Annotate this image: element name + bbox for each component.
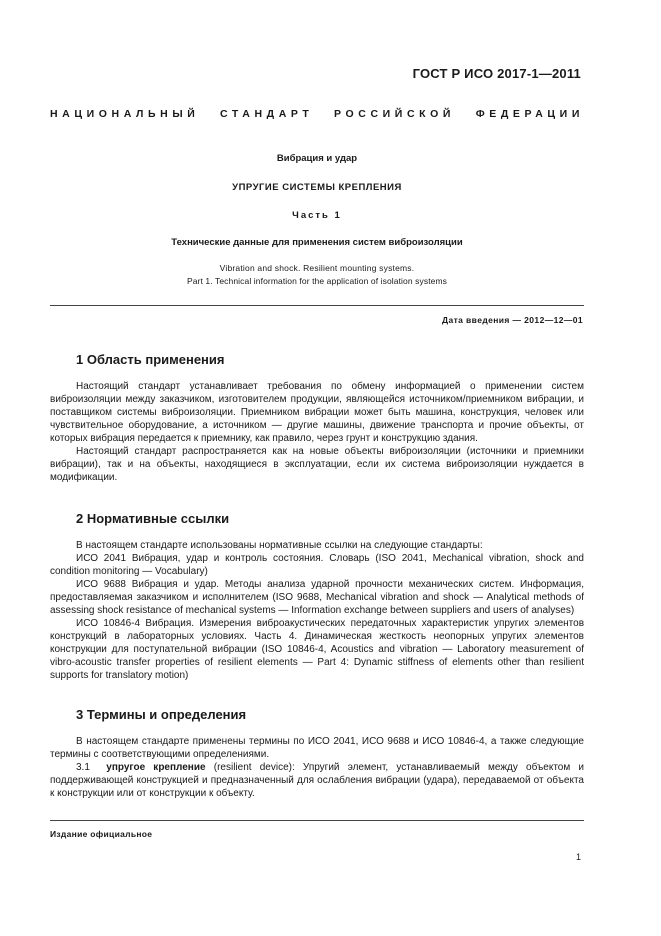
edition-label: Издание официальное [50, 829, 153, 839]
paragraph: ИСО 2041 Вибрация, удар и контроль состояния. Словарь (ISO 2041, Mechanical vibration, shock and condition monitoring — Vocabulary) [50, 553, 584, 577]
term-text: (resilient device): Упругий элемент, устанавливаемый между объектом и поддерживающей конструкцией и предназначенный для ослабления вибрации (удара), передаваемой от объекта к конструкции или от конструкции к объекту. [50, 762, 584, 799]
standard-code: ГОСТ Р ИСО 2017-1—2011 [412, 66, 581, 81]
banner-word: СТАНДАРТ [220, 108, 314, 120]
paragraph: Настоящий стандарт распространяется как на новые объекты виброизоляции (источники и приемники вибрации), так и на объекты, находящиеся в эксплуатации, если их система виброизоляции нуждается в модификации. [50, 446, 584, 483]
title-en-line1: Vibration and shock. Resilient mounting systems. [219, 263, 415, 273]
section-heading: 3 Термины и определения [76, 707, 247, 722]
page-number: 1 [575, 852, 581, 862]
paragraph: Настоящий стандарт устанавливает требования по обмену информацией о применении систем виброизоляции между заказчиком, изготовителем продукции, являющейся источником/приемником вибрации, и поставщиком системы виброизоляции. Приемником вибрации может быть машина, конструкция, человек или чувствительное оборудование, а источником — другие машины, движение транспорта и прочие объекты, от которых вибрация передается к приемнику, как правило, через грунт и конструкцию здания. [50, 381, 584, 444]
intro-date: Дата введения — 2012—12—01 [442, 315, 583, 325]
term-name: упругое крепление [106, 762, 206, 773]
title-part: Часть 1 [292, 210, 342, 221]
section-heading: 1 Область применения [76, 352, 225, 367]
title-sub: Технические данные для применения систем виброизоляции [171, 237, 463, 248]
paragraph: В настоящем стандарте применены термины по ИСО 2041, ИСО 9688 и ИСО 10846-4, а также следующие термины с соответствующими определениями. [50, 736, 584, 760]
section-heading: 2 Нормативные ссылки [76, 511, 230, 526]
paragraph: ИСО 10846-4 Вибрация. Измерения виброакустических передаточных характеристик упругих элементов конструкций в лабораторных условиях. Часть 4. Динамическая жесткость неопорных упругих элементов конструкции для поступательной вибрации (ISO 10846-4, Acoustics and vibration — Laboratory measurement of vibro-acoustic transfer properties of resilient elements — Part 4: Dynamic stiffness of elements other than resilient supports for translatory motion) [50, 618, 584, 681]
term-definition [50, 761, 584, 800]
footer-divider [50, 820, 584, 821]
national-standard-banner [50, 108, 584, 120]
title-main: УПРУГИЕ СИСТЕМЫ КРЕПЛЕНИЯ [232, 182, 402, 193]
section-body [50, 380, 584, 484]
term-number: 3.1 [76, 762, 90, 773]
title-en-line2: Part 1. Technical information for the application of isolation systems [186, 276, 448, 286]
banner-word: ФЕДЕРАЦИИ [475, 108, 584, 120]
divider [50, 305, 584, 306]
title-group: Вибрация и удар [276, 153, 358, 164]
paragraph: ИСО 9688 Вибрация и удар. Методы анализа ударной прочности механических систем. Информация, предоставляемая заказчиком и исполнителем (ISO 9688, Mechanical vibration and shock — Analytical methods of assessing shock resistance of mechanical systems — Information exchange between suppliers and users of analyses) [50, 579, 584, 616]
section-body [50, 539, 584, 682]
banner-word: РОССИЙСКОЙ [334, 108, 456, 120]
paragraph: В настоящем стандарте использованы нормативные ссылки на следующие стандарты: [76, 540, 483, 551]
section-body [50, 735, 584, 800]
banner-word: НАЦИОНАЛЬНЫЙ [50, 108, 200, 120]
